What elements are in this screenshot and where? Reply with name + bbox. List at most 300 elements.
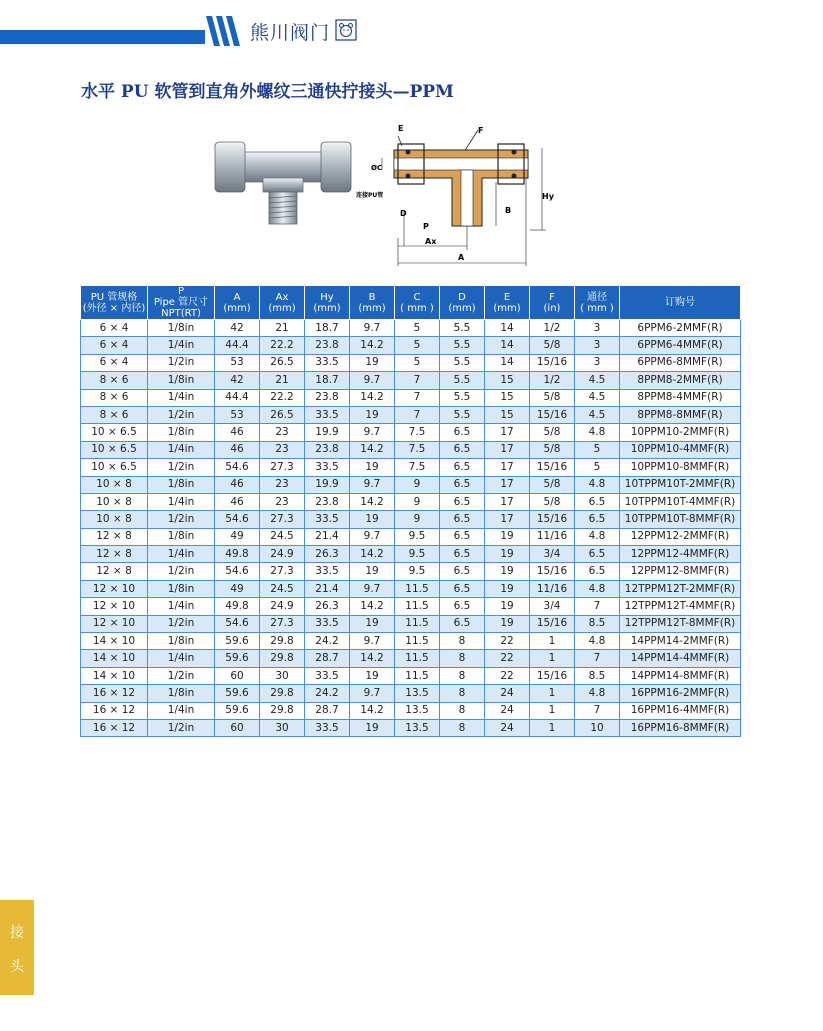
table-cell: 16 × 12 — [81, 719, 148, 736]
table-cell: 12 × 10 — [81, 598, 148, 615]
column-header — [575, 286, 620, 320]
table-cell: 6.5 — [440, 424, 485, 441]
table-cell: 9 — [395, 493, 440, 510]
table-cell: 1/4in — [148, 702, 215, 719]
table-cell: 24.5 — [260, 580, 305, 597]
table-row — [81, 598, 741, 615]
order-number-cell: 8PPM8-2MMF(R) — [620, 372, 741, 389]
table-cell: 11.5 — [395, 598, 440, 615]
table-cell: 4.8 — [575, 685, 620, 702]
table-cell: 54.6 — [215, 459, 260, 476]
table-cell: 4.8 — [575, 476, 620, 493]
side-tab-char: 头 — [10, 959, 24, 975]
drawing-label-d: D — [400, 209, 407, 218]
table-cell: 1/4in — [148, 389, 215, 406]
table-row — [81, 633, 741, 650]
column-header — [485, 286, 530, 320]
column-header-line: (mm) — [268, 302, 296, 314]
table-cell: 9.7 — [350, 580, 395, 597]
table-cell: 28.7 — [305, 650, 350, 667]
side-tab-char: 接 — [10, 925, 24, 941]
table-cell: 17 — [485, 493, 530, 510]
table-cell: 14.2 — [350, 650, 395, 667]
bear-logo-icon — [335, 19, 357, 41]
table-cell: 14.2 — [350, 441, 395, 458]
order-number-cell: 8PPM8-8MMF(R) — [620, 406, 741, 423]
table-cell: 27.3 — [260, 563, 305, 580]
table-cell: 24.9 — [260, 598, 305, 615]
table-cell: 9.7 — [350, 685, 395, 702]
table-cell: 5 — [395, 354, 440, 371]
table-cell: 15/16 — [530, 511, 575, 528]
table-cell: 5/8 — [530, 493, 575, 510]
table-cell: 1/2in — [148, 615, 215, 632]
table-cell: 11.5 — [395, 580, 440, 597]
table-cell: 33.5 — [305, 511, 350, 528]
table-cell: 1/4in — [148, 493, 215, 510]
table-cell: 19 — [485, 615, 530, 632]
table-cell: 27.3 — [260, 511, 305, 528]
table-cell: 33.5 — [305, 354, 350, 371]
drawing-label-f: F — [478, 126, 484, 135]
order-number-cell: 10TPPM10T-2MMF(R) — [620, 476, 741, 493]
table-cell: 14.2 — [350, 702, 395, 719]
table-cell: 1 — [530, 650, 575, 667]
table-cell: 6.5 — [440, 476, 485, 493]
order-number-cell: 10PPM10-8MMF(R) — [620, 459, 741, 476]
table-cell: 1/8in — [148, 320, 215, 337]
table-cell: 15/16 — [530, 354, 575, 371]
table-row — [81, 580, 741, 597]
table-cell: 21 — [260, 372, 305, 389]
table-cell: 17 — [485, 459, 530, 476]
table-cell: 1/4in — [148, 441, 215, 458]
table-row — [81, 406, 741, 423]
table-row — [81, 719, 741, 736]
table-cell: 8 × 6 — [81, 372, 148, 389]
table-cell: 16 × 12 — [81, 685, 148, 702]
table-row — [81, 528, 741, 545]
table-cell: 12 × 8 — [81, 563, 148, 580]
order-number-cell: 16PPM16-2MMF(R) — [620, 685, 741, 702]
column-header-line: ( mm ) — [400, 302, 434, 314]
table-cell: 13.5 — [395, 719, 440, 736]
table-row — [81, 354, 741, 371]
table-cell: 6.5 — [575, 493, 620, 510]
table-cell: 22.2 — [260, 389, 305, 406]
table-cell: 33.5 — [305, 667, 350, 684]
table-cell: 14.2 — [350, 546, 395, 563]
table-row — [81, 372, 741, 389]
table-cell: 1/2in — [148, 563, 215, 580]
order-number-cell: 10PPM10-4MMF(R) — [620, 441, 741, 458]
table-row — [81, 511, 741, 528]
column-header-line: ( mm ) — [580, 302, 614, 314]
column-header-line: (in) — [543, 302, 561, 314]
table-cell: 9.7 — [350, 476, 395, 493]
order-number-cell: 16PPM16-8MMF(R) — [620, 719, 741, 736]
table-cell: 8.5 — [575, 667, 620, 684]
table-cell: 11.5 — [395, 667, 440, 684]
table-cell: 9.5 — [395, 546, 440, 563]
table-cell: 14 × 10 — [81, 633, 148, 650]
column-header-line: (mm) — [493, 302, 521, 314]
table-cell: 5.5 — [440, 389, 485, 406]
table-cell: 5/8 — [530, 476, 575, 493]
order-number-cell: 10TPPM10T-8MMF(R) — [620, 511, 741, 528]
table-cell: 46 — [215, 424, 260, 441]
section-side-tab — [0, 900, 34, 995]
table-cell: 27.3 — [260, 459, 305, 476]
table-cell: 14 — [485, 354, 530, 371]
table-cell: 8 — [440, 650, 485, 667]
table-cell: 1/4in — [148, 546, 215, 563]
table-row — [81, 476, 741, 493]
order-number-cell: 12PPM12-4MMF(R) — [620, 546, 741, 563]
table-cell: 60 — [215, 667, 260, 684]
column-header — [395, 286, 440, 320]
column-header — [620, 286, 741, 320]
order-number-cell: 8PPM8-4MMF(R) — [620, 389, 741, 406]
table-cell: 10 — [575, 719, 620, 736]
table-cell: 19.9 — [305, 424, 350, 441]
table-cell: 24.2 — [305, 685, 350, 702]
table-cell: 49 — [215, 580, 260, 597]
column-header — [530, 286, 575, 320]
table-cell: 6.5 — [440, 493, 485, 510]
table-cell: 23.8 — [305, 337, 350, 354]
column-header-line: (mm) — [358, 302, 386, 314]
table-cell: 4.8 — [575, 633, 620, 650]
column-header-line: PU 管规格 — [90, 291, 138, 303]
table-cell: 53 — [215, 354, 260, 371]
column-header-line: Hy — [320, 291, 334, 303]
table-cell: 4.5 — [575, 389, 620, 406]
table-cell: 15/16 — [530, 406, 575, 423]
table-cell: 59.6 — [215, 633, 260, 650]
table-cell: 11/16 — [530, 528, 575, 545]
table-row — [81, 667, 741, 684]
table-cell: 19.9 — [305, 476, 350, 493]
table-cell: 5.5 — [440, 320, 485, 337]
table-cell: 6.5 — [440, 563, 485, 580]
table-cell: 12 × 8 — [81, 546, 148, 563]
table-cell: 13.5 — [395, 702, 440, 719]
column-header — [440, 286, 485, 320]
table-cell: 3 — [575, 337, 620, 354]
table-cell: 26.3 — [305, 598, 350, 615]
column-header-line: 订购号 — [665, 297, 695, 308]
drawing-label-a: A — [458, 253, 465, 262]
table-cell: 22 — [485, 667, 530, 684]
table-cell: 1/2in — [148, 354, 215, 371]
table-cell: 21.4 — [305, 528, 350, 545]
table-cell: 14.2 — [350, 598, 395, 615]
table-cell: 24.5 — [260, 528, 305, 545]
table-cell: 21.4 — [305, 580, 350, 597]
table-cell: 19 — [350, 615, 395, 632]
table-cell: 8 — [440, 719, 485, 736]
table-cell: 19 — [485, 528, 530, 545]
table-cell: 27.3 — [260, 615, 305, 632]
table-cell: 19 — [350, 354, 395, 371]
table-cell: 26.3 — [305, 546, 350, 563]
column-header-line: 通径 — [587, 291, 607, 303]
table-cell: 5.5 — [440, 372, 485, 389]
drawing-label-b: B — [505, 206, 512, 215]
table-cell: 6.5 — [440, 511, 485, 528]
table-cell: 15 — [485, 406, 530, 423]
table-cell: 22.2 — [260, 337, 305, 354]
table-cell: 14 — [485, 337, 530, 354]
table-cell: 19 — [350, 667, 395, 684]
table-cell: 4.8 — [575, 580, 620, 597]
table-cell: 9.7 — [350, 633, 395, 650]
table-cell: 6.5 — [440, 580, 485, 597]
table-cell: 6.5 — [440, 546, 485, 563]
column-header-line: (mm) — [223, 302, 251, 314]
table-cell: 5 — [395, 320, 440, 337]
table-cell: 5 — [395, 337, 440, 354]
table-cell: 17 — [485, 424, 530, 441]
table-cell: 7 — [575, 650, 620, 667]
drawing-label-pu: 连接PU管 — [356, 192, 384, 199]
table-cell: 6.5 — [440, 615, 485, 632]
page-title: 水平 PU 软管到直角外螺纹三通快拧接头—PPM — [81, 82, 454, 102]
table-cell: 6.5 — [575, 563, 620, 580]
table-cell: 17 — [485, 441, 530, 458]
order-number-cell: 6PPM6-8MMF(R) — [620, 354, 741, 371]
table-cell: 1/2in — [148, 406, 215, 423]
column-header-line: E — [503, 291, 511, 303]
order-number-cell: 6PPM6-2MMF(R) — [620, 320, 741, 337]
table-cell: 8 — [440, 633, 485, 650]
table-cell: 8 — [440, 685, 485, 702]
table-cell: 23.8 — [305, 389, 350, 406]
table-row — [81, 441, 741, 458]
table-row — [81, 615, 741, 632]
table-cell: 33.5 — [305, 615, 350, 632]
table-cell: 9.7 — [350, 528, 395, 545]
brand-stripes-icon — [206, 16, 246, 46]
table-cell: 1/4in — [148, 598, 215, 615]
table-cell: 6.5 — [575, 546, 620, 563]
table-cell: 1/2 — [530, 320, 575, 337]
table-cell: 15/16 — [530, 667, 575, 684]
table-cell: 4.5 — [575, 372, 620, 389]
table-cell: 15/16 — [530, 615, 575, 632]
column-header-line: P — [177, 286, 185, 297]
table-cell: 33.5 — [305, 406, 350, 423]
table-cell: 6.5 — [440, 528, 485, 545]
column-header — [260, 286, 305, 320]
table-cell: 42 — [215, 372, 260, 389]
table-cell: 17 — [485, 511, 530, 528]
table-cell: 4.8 — [575, 528, 620, 545]
table-cell: 23 — [260, 493, 305, 510]
table-header-row — [81, 286, 741, 320]
table-cell: 9.5 — [395, 563, 440, 580]
table-cell: 1/8in — [148, 424, 215, 441]
table-cell: 29.8 — [260, 702, 305, 719]
table-cell: 8 × 6 — [81, 406, 148, 423]
table-cell: 19 — [485, 598, 530, 615]
table-cell: 9.7 — [350, 424, 395, 441]
table-cell: 59.6 — [215, 685, 260, 702]
table-cell: 5.5 — [440, 354, 485, 371]
table-cell: 15/16 — [530, 459, 575, 476]
table-cell: 9.7 — [350, 372, 395, 389]
table-row — [81, 493, 741, 510]
table-cell: 9.5 — [395, 528, 440, 545]
table-cell: 59.6 — [215, 650, 260, 667]
spec-table — [80, 285, 741, 737]
table-cell: 8 — [440, 702, 485, 719]
table-cell: 23.8 — [305, 441, 350, 458]
table-cell: 5 — [575, 459, 620, 476]
table-cell: 5 — [575, 441, 620, 458]
table-cell: 5/8 — [530, 389, 575, 406]
table-cell: 33.5 — [305, 563, 350, 580]
table-cell: 11/16 — [530, 580, 575, 597]
table-cell: 19 — [350, 459, 395, 476]
column-header-line: D — [458, 291, 466, 303]
table-cell: 5.5 — [440, 406, 485, 423]
table-cell: 29.8 — [260, 650, 305, 667]
table-cell: 5/8 — [530, 424, 575, 441]
drawing-label-ax: Ax — [425, 237, 437, 246]
table-cell: 7 — [395, 372, 440, 389]
column-header — [215, 286, 260, 320]
order-number-cell: 14PPM14-8MMF(R) — [620, 667, 741, 684]
table-cell: 49.8 — [215, 598, 260, 615]
table-cell: 1 — [530, 719, 575, 736]
table-cell: 7.5 — [395, 424, 440, 441]
table-cell: 6.5 — [440, 441, 485, 458]
table-cell: 15 — [485, 389, 530, 406]
table-row — [81, 424, 741, 441]
column-header-line: F — [549, 291, 555, 303]
table-cell: 7 — [395, 389, 440, 406]
drawing-label-hy: Hy — [542, 192, 554, 201]
order-number-cell: 14PPM14-4MMF(R) — [620, 650, 741, 667]
table-cell: 19 — [350, 511, 395, 528]
table-cell: 54.6 — [215, 615, 260, 632]
table-cell: 1 — [530, 685, 575, 702]
table-cell: 8 — [440, 667, 485, 684]
table-cell: 9 — [395, 476, 440, 493]
table-cell: 28.7 — [305, 702, 350, 719]
table-row — [81, 459, 741, 476]
table-cell: 10 × 6.5 — [81, 459, 148, 476]
order-number-cell: 6PPM6-4MMF(R) — [620, 337, 741, 354]
table-cell: 23 — [260, 476, 305, 493]
table-cell: 49 — [215, 528, 260, 545]
column-header — [148, 286, 215, 320]
column-header-line: C — [413, 291, 421, 303]
table-cell: 30 — [260, 719, 305, 736]
table-cell: 1/8in — [148, 372, 215, 389]
table-cell: 24 — [485, 719, 530, 736]
table-cell: 6 × 4 — [81, 354, 148, 371]
table-cell: 22 — [485, 633, 530, 650]
table-cell: 3 — [575, 320, 620, 337]
table-cell: 44.4 — [215, 337, 260, 354]
table-cell: 3 — [575, 354, 620, 371]
table-cell: 14.2 — [350, 389, 395, 406]
table-row — [81, 685, 741, 702]
table-cell: 4.8 — [575, 424, 620, 441]
table-cell: 30 — [260, 667, 305, 684]
table-cell: 22 — [485, 650, 530, 667]
table-cell: 1 — [530, 702, 575, 719]
drawing-label-e: E — [398, 124, 404, 133]
table-cell: 6.5 — [440, 459, 485, 476]
table-cell: 29.8 — [260, 633, 305, 650]
table-cell: 14 — [485, 320, 530, 337]
table-row — [81, 320, 741, 337]
table-cell: 23.8 — [305, 493, 350, 510]
column-header — [81, 286, 148, 320]
table-cell: 14 × 10 — [81, 650, 148, 667]
table-cell: 1/2in — [148, 719, 215, 736]
table-cell: 7 — [395, 406, 440, 423]
table-row — [81, 563, 741, 580]
table-cell: 42 — [215, 320, 260, 337]
header-band — [0, 30, 205, 44]
table-cell: 46 — [215, 493, 260, 510]
drawing-label-c: ØC — [371, 164, 383, 172]
table-cell: 7.5 — [395, 441, 440, 458]
table-cell: 49.8 — [215, 546, 260, 563]
table-cell: 14.2 — [350, 493, 395, 510]
order-number-cell: 14PPM14-2MMF(R) — [620, 633, 741, 650]
table-cell: 11.5 — [395, 650, 440, 667]
table-cell: 10 × 6.5 — [81, 441, 148, 458]
table-cell: 33.5 — [305, 719, 350, 736]
table-cell: 1/8in — [148, 580, 215, 597]
column-header-line: Ax — [275, 291, 289, 303]
table-cell: 7.5 — [395, 459, 440, 476]
table-cell: 60 — [215, 719, 260, 736]
table-cell: 18.7 — [305, 372, 350, 389]
column-header — [350, 286, 395, 320]
table-cell: 33.5 — [305, 459, 350, 476]
table-cell: 15 — [485, 372, 530, 389]
table-cell: 19 — [485, 580, 530, 597]
table-cell: 21 — [260, 320, 305, 337]
table-cell: 53 — [215, 406, 260, 423]
table-cell: 10 × 8 — [81, 476, 148, 493]
table-cell: 3/4 — [530, 546, 575, 563]
table-cell: 9 — [395, 511, 440, 528]
table-cell: 1/8in — [148, 633, 215, 650]
table-row — [81, 337, 741, 354]
table-cell: 54.6 — [215, 563, 260, 580]
table-cell: 12 × 10 — [81, 580, 148, 597]
table-cell: 6 × 4 — [81, 337, 148, 354]
table-cell: 1/2in — [148, 459, 215, 476]
table-cell: 12 × 10 — [81, 615, 148, 632]
table-row — [81, 702, 741, 719]
table-cell: 14 × 10 — [81, 667, 148, 684]
table-cell: 1/2 — [530, 372, 575, 389]
table-cell: 1/4in — [148, 337, 215, 354]
table-cell: 19 — [485, 563, 530, 580]
table-cell: 4.5 — [575, 406, 620, 423]
table-cell: 1/8in — [148, 685, 215, 702]
table-cell: 11.5 — [395, 633, 440, 650]
